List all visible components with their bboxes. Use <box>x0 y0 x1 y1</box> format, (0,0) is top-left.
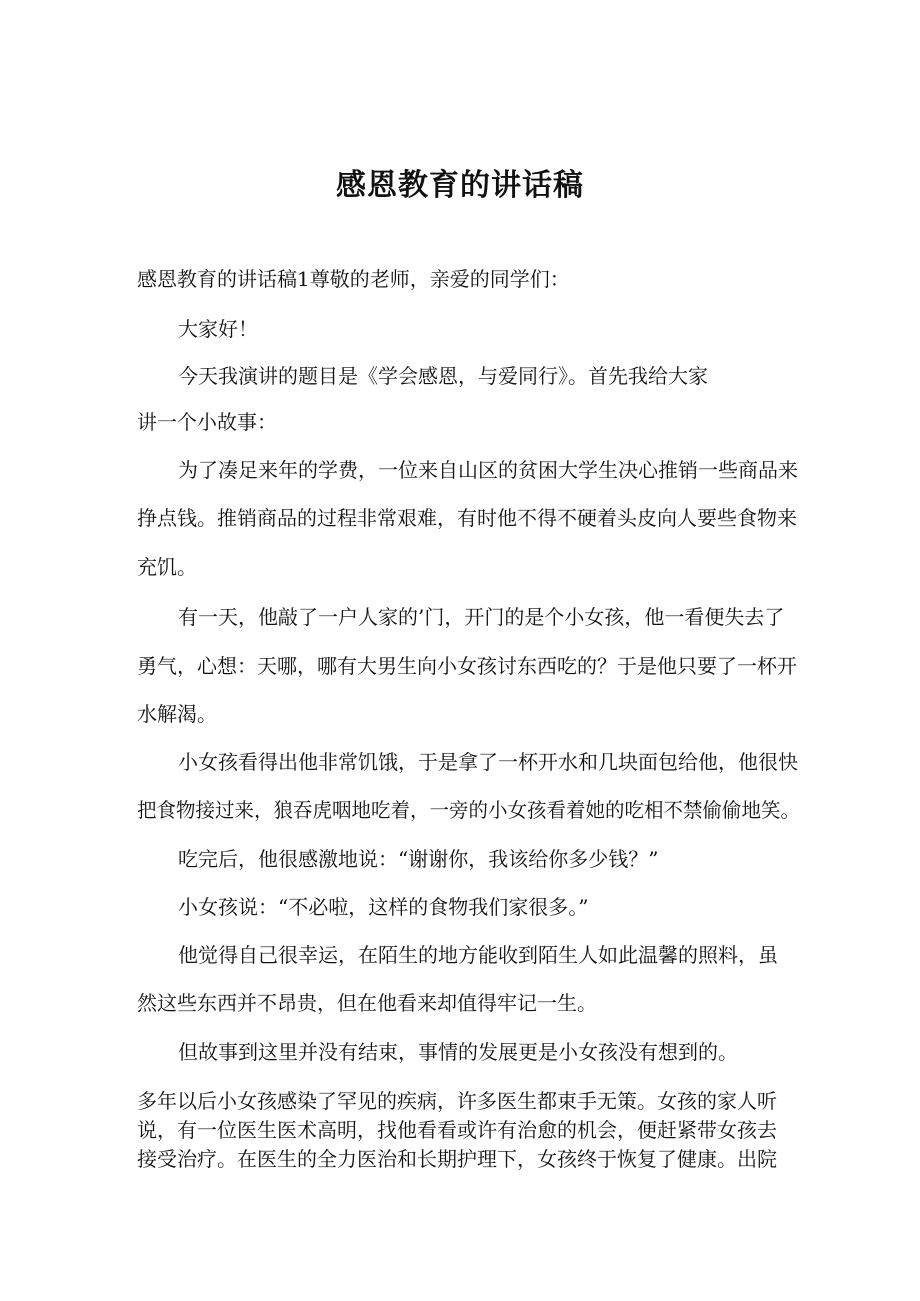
paragraph-line: 把食物接过来，狼吞虎咽地吃着，一旁的小女孩看着她的吃相不禁偷偷地笑。 <box>137 798 800 822</box>
paragraph-line: 今天我演讲的题目是《学会感恩，与爱同行》。首先我给大家 <box>178 364 708 388</box>
paragraph-line: 吃完后，他很感激地说：“谢谢你，我该给你多少钱？” <box>178 847 659 871</box>
paragraph-line: 为了凑足来年的学费，一位来自山区的贫困大学生决心推销一些商品来 <box>178 458 798 482</box>
paragraph-line: 但故事到这里并没有结束，事情的发展更是小女孩没有想到的。 <box>178 1040 738 1064</box>
paragraph-line: 大家好！ <box>178 317 258 341</box>
paragraph-line: 多年以后小女孩感染了罕见的疾病，许多医生都束手无策。女孩的家人听 <box>137 1089 777 1113</box>
paragraph-line: 水解渴。 <box>137 702 217 726</box>
document-title: 感恩教育的讲话稿 <box>336 168 584 203</box>
paragraph-line: 说，有一位医生医术高明，找他看看或许有治愈的机会，便赶紧带女孩去 <box>137 1118 777 1142</box>
paragraph-line: 接受治疗。在医生的全力医治和长期护理下，女孩终于恢复了健康。出院 <box>137 1147 777 1171</box>
paragraph-line: 有一天，他敲了一户人家的’门，开门的是个小女孩，他一看便失去了 <box>178 605 785 629</box>
paragraph-line: 勇气，心想：天哪，哪有大男生向小女孩讨东西吃的？于是他只要了一杯开 <box>137 654 797 678</box>
paragraph-line: 挣点钱。推销商品的过程非常艰难，有时他不得不硬着头皮向人要些食物来 <box>137 506 797 530</box>
paragraph-line: 讲一个小故事： <box>137 410 277 434</box>
paragraph-line: 小女孩看得出他非常饥饿，于是拿了一杯开水和几块面包给他，他很快 <box>178 750 798 774</box>
paragraph-line: 小女孩说：“不必啦，这样的食物我们家很多。” <box>178 895 589 919</box>
paragraph-line: 感恩教育的讲话稿1尊敬的老师，亲爱的同学们： <box>137 267 570 291</box>
paragraph-line: 充饥。 <box>137 555 197 579</box>
paragraph-line: 他觉得自己很幸运，在陌生的地方能收到陌生人如此温馨的照料，虽 <box>178 943 778 967</box>
paragraph-line: 然这些东西并不昂贵，但在他看来却值得牢记一生。 <box>137 991 597 1015</box>
